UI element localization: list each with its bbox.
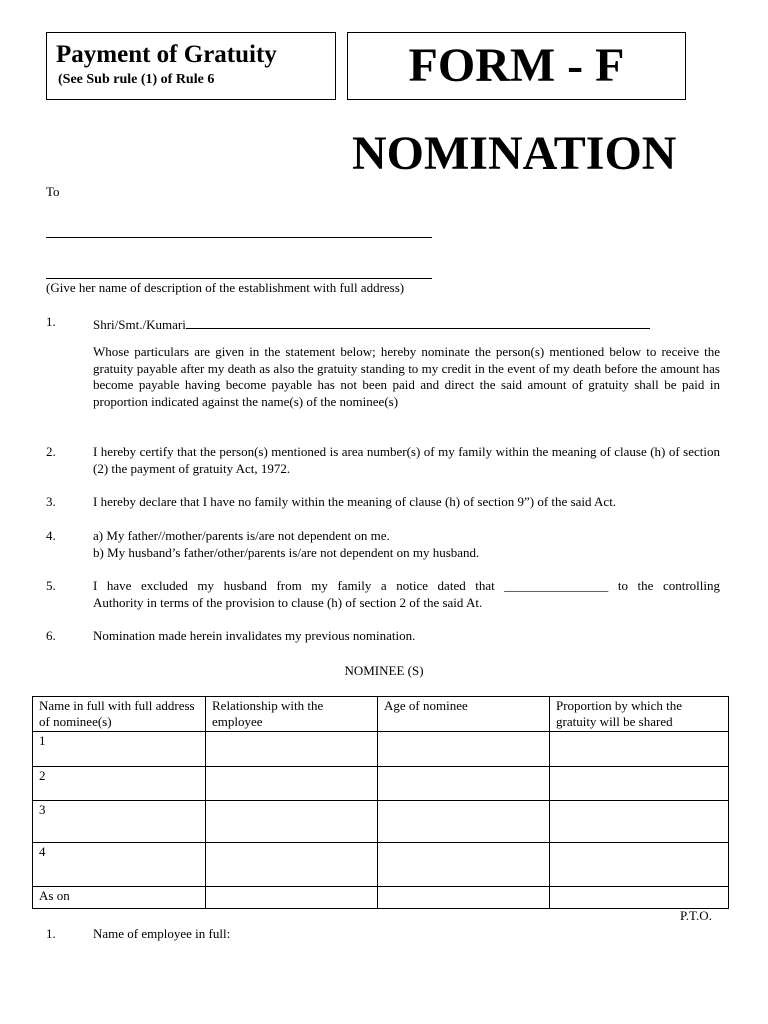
- table-cell[interactable]: [550, 732, 729, 767]
- item-1-row: [93, 314, 650, 334]
- form-subtitle: (See Sub rule (1) of Rule 6: [58, 72, 215, 87]
- pto-label: P.T.O.: [680, 908, 712, 923]
- row-label-cell[interactable]: 2: [33, 767, 206, 801]
- table-row: [33, 801, 729, 843]
- column-header: Proportion by which the gratuity will be shared: [550, 697, 729, 732]
- item-6-number: 6.: [46, 628, 56, 643]
- table-cell[interactable]: [550, 843, 729, 887]
- table-cell[interactable]: [378, 801, 550, 843]
- item-4b-text: b) My husband’s father/other/parents is/are not dependent on my husband.: [93, 545, 480, 560]
- table-cell[interactable]: [378, 732, 550, 767]
- item-3-text: I hereby declare that I have no family within the meaning of clause (h) of section 9”) of the said Act.: [93, 494, 617, 509]
- column-header: Age of nominee: [378, 697, 550, 732]
- establishment-hint: (Give her name of description of the establishment with full address): [46, 280, 405, 295]
- column-header: Relationship with the employee: [206, 697, 378, 732]
- item-1-number: 1.: [46, 314, 56, 329]
- item-2-text: I hereby certify that the person(s) mentioned is area number(s) of my family within the meaning of clause (h) of section (2) the payment of gratuity Act, 1972.: [93, 444, 720, 476]
- form-title: Payment of Gratuity: [56, 41, 277, 68]
- nominee-heading: NOMINEE (S): [344, 663, 424, 678]
- table-row: [33, 732, 729, 767]
- item-3-number: 3.: [46, 494, 56, 509]
- item-5-text-line1: I have excluded my husband from my family a notice dated that ________________ to the controlling: [93, 578, 720, 593]
- row-label-cell[interactable]: 1: [33, 732, 206, 767]
- table-row: [33, 887, 729, 909]
- form-label-box: [347, 32, 686, 100]
- column-header: Name in full with full address of nominee(s): [33, 697, 206, 732]
- table-row: [33, 767, 729, 801]
- table-cell[interactable]: [378, 887, 550, 909]
- item-4-number: 4.: [46, 528, 56, 543]
- to-label: To: [46, 184, 60, 199]
- address-line-1[interactable]: [46, 237, 432, 238]
- row-label-cell[interactable]: 4: [33, 843, 206, 887]
- row-label-cell[interactable]: 3: [33, 801, 206, 843]
- address-line-2[interactable]: [46, 278, 432, 279]
- nominee-table: [32, 696, 729, 909]
- footer-item-number: 1.: [46, 926, 56, 941]
- nomination-paragraph: Whose particulars are given in the statement below; hereby nominate the person(s) mentioned below to receive the gratuity payable after my death as also the gratuity standing to my credit in the event of my death before the amount has become payable having become payable has not been paid and direct the said amount of gratuity shall be paid in proportion indicated against the name(s) of the nominee(s): [93, 344, 720, 409]
- item-6-text: Nomination made herein invalidates my previous nomination.: [93, 628, 416, 643]
- employee-name-label: Name of employee in full:: [93, 926, 231, 941]
- form-label: FORM - F: [408, 39, 625, 92]
- table-row: [33, 843, 729, 887]
- table-cell[interactable]: [550, 767, 729, 801]
- name-prefix-label: Shri/Smt./Kumari: [93, 317, 186, 332]
- header-box: [46, 32, 336, 100]
- table-cell[interactable]: [206, 801, 378, 843]
- page-heading: NOMINATION: [352, 127, 677, 180]
- table-cell[interactable]: [378, 767, 550, 801]
- employee-name-field[interactable]: [186, 314, 650, 329]
- table-cell[interactable]: [206, 887, 378, 909]
- table-header-row: [33, 697, 729, 732]
- table-cell[interactable]: [550, 801, 729, 843]
- item-5-number: 5.: [46, 578, 56, 593]
- table-cell[interactable]: [378, 843, 550, 887]
- table-cell[interactable]: [206, 767, 378, 801]
- item-5-text-line2: Authority in terms of the provision to clause (h) of section 2 of the said At.: [93, 595, 483, 610]
- item-4a-text: a) My father//mother/parents is/are not dependent on me.: [93, 528, 390, 543]
- item-2-number: 2.: [46, 444, 56, 459]
- table-cell[interactable]: [550, 887, 729, 909]
- row-label-cell[interactable]: As on: [33, 887, 206, 909]
- table-cell[interactable]: [206, 732, 378, 767]
- table-cell[interactable]: [206, 843, 378, 887]
